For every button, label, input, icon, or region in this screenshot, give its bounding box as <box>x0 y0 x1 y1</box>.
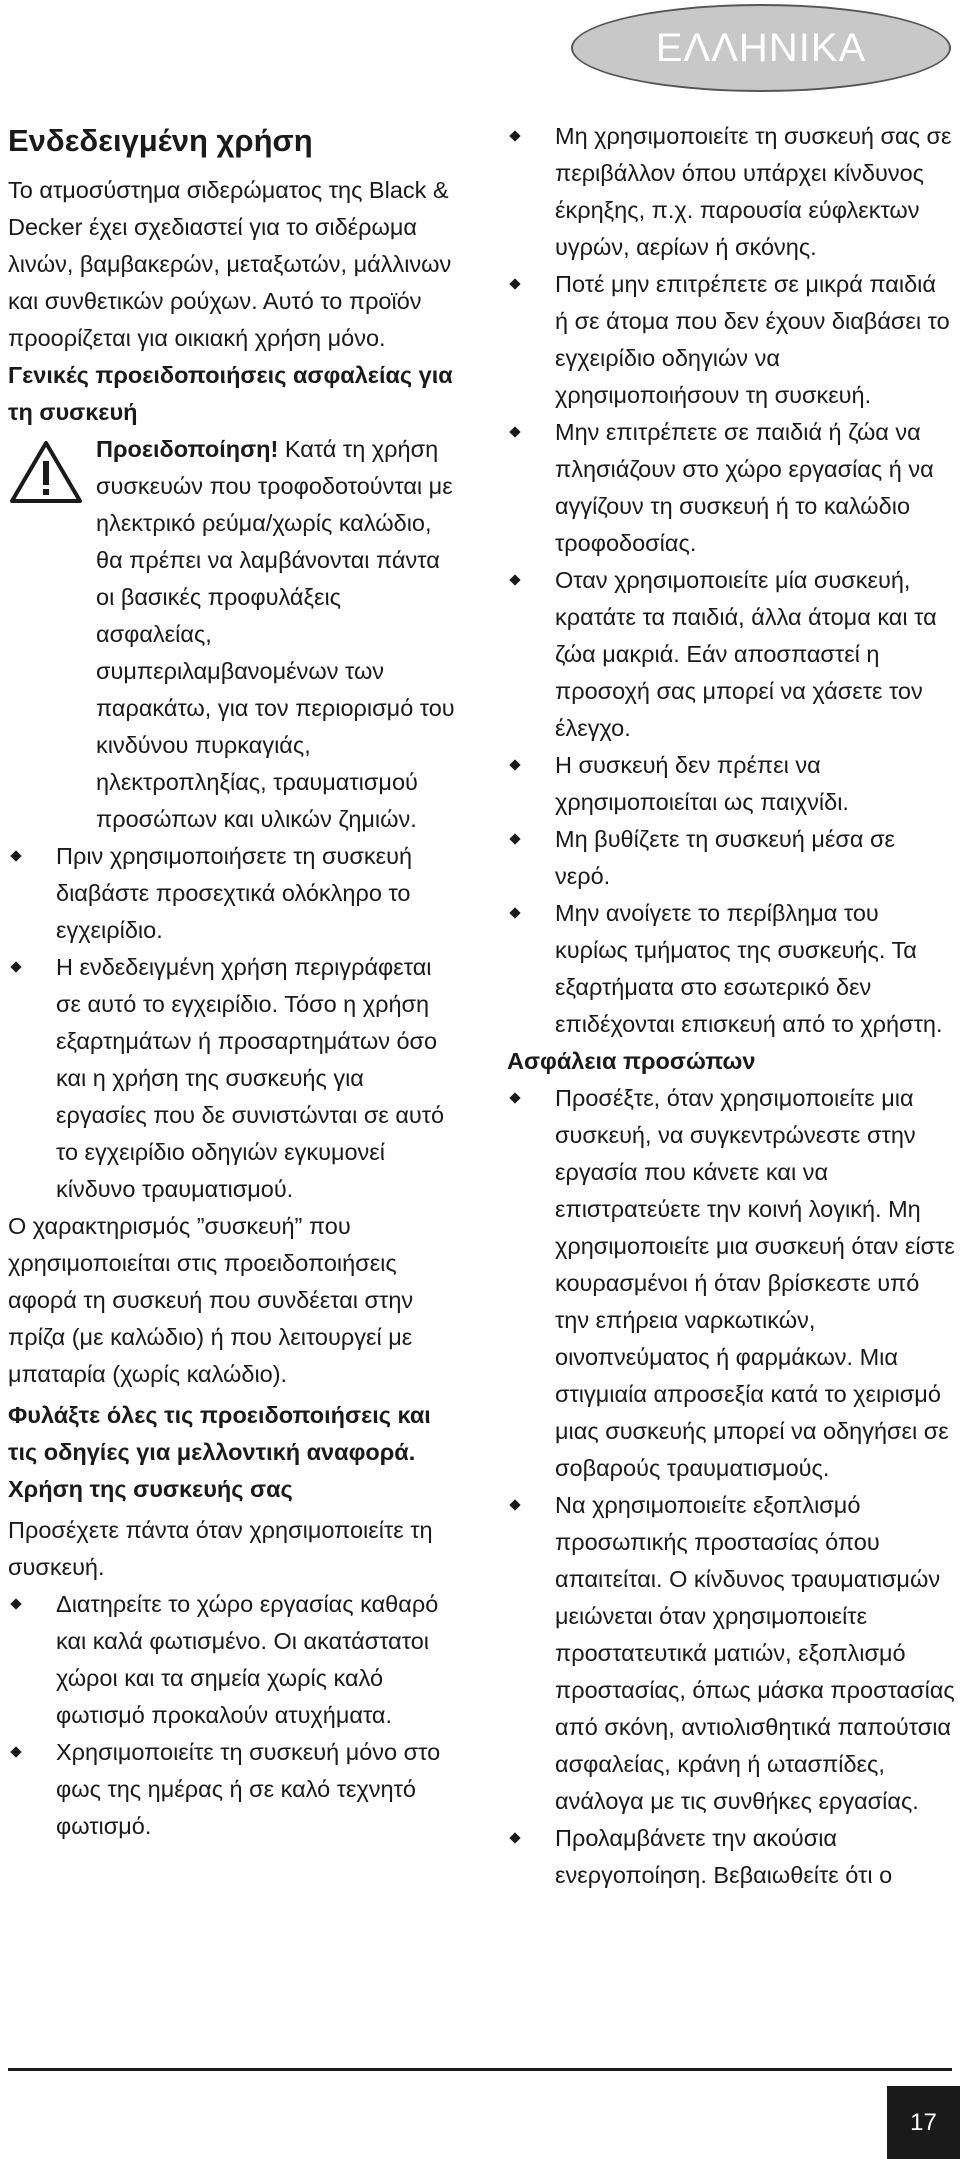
diamond-bullet-icon <box>10 961 21 972</box>
list-item: Προλαμβάνετε την ακούσια ενεργοποίηση. Βεβαιωθείτε ότι ο <box>507 1820 955 1894</box>
diamond-bullet-icon <box>10 1746 21 1757</box>
warning-text: Κατά τη χρήση συσκευών που τροφοδοτούνται με ηλεκτρικό ρεύμα/χωρίς καλώδιο, θα πρέπει να λαμβάνονται πάντα οι βασικές προφυλάξεις ασφαλείας, συμπεριλαμβανομένων των παρακάτω, για τον περιορισμό του κινδύνου πυρκαγιάς, ηλεκτροπληξίας, τραυματισμού προσώπων και υλικών ζημιών. <box>96 436 455 832</box>
list-item: Μη χρησιμοποιείτε τη συσκευή σας σε περιβάλλον όπου υπάρχει κίνδυνος έκρηξης, π.χ. παρουσία εύφλεκτων υγρών, αερίων ή σκόνης. <box>507 118 955 266</box>
list-item: Μην ανοίγετε το περίβλημα του κυρίως τμήματος της συσκευής. Τα εξαρτήματα στο εσωτερικό δεν επιδέχονται επισκευή από το χρήστη. <box>507 895 955 1043</box>
use-heading: Χρήση της συσκευής σας <box>8 1476 293 1502</box>
list-item: Να χρησιμοποιείτε εξοπλισμό προσωπικής προστασίας όπου απαιτείται. Ο κίνδυνος τραυματισμών μειώνεται όταν χρησιμοποιείτε προστατευτικά ματιών, εξοπλισμό προστασίας, όπως μάσκα προστασίας από σκόνη, αντιολισθητικά παπούτσια ασφαλείας, κράνη ή ωτασπίδες, ανάλογα με τις συνθήκες εργασίας. <box>507 1487 955 1820</box>
keep-instructions-note: Φυλάξτε όλες τις προειδοποιήσεις και τις οδηγίες για μελλοντική αναφορά. <box>8 1402 431 1465</box>
use-intro: Προσέχετε πάντα όταν χρησιμοποιείτε τη συσκευή. <box>8 1517 433 1580</box>
list-item: Μη βυθίζετε τη συσκευή μέσα σε νερό. <box>507 821 955 895</box>
section-title: Ενδεδειγμένη χρήση <box>8 123 313 158</box>
diamond-bullet-icon <box>10 1598 21 1609</box>
list-item: Χρησιμοποιείτε τη συσκευή μόνο στο φως της ημέρας ή σε καλό τεχνητό φωτισμό. <box>8 1734 456 1845</box>
personal-bullets <box>507 1080 955 1894</box>
general-bullets <box>8 838 456 1208</box>
list-item: Η ενδεδειγμένη χρήση περιγράφεται σε αυτό το εγχειρίδιο. Τόσο η χρήση εξαρτημάτων ή προσαρτημάτων όσο και η χρήση της συσκευής για εργασίες που δε συνιστώνται σε αυτό το εγχειρίδιο οδηγιών εγκυμονεί κίνδυνο τραυματισμού. <box>8 949 456 1208</box>
list-item: Οταν χρησιμοποιείτε μία συσκευή, κρατάτε τα παιδιά, άλλα άτομα και τα ζώα μακριά. Εάν αποσπαστεί η προσοχή σας μπορεί να χάσετε τον έλεγχο. <box>507 562 955 747</box>
list-item: Πριν χρησιμοποιήσετε τη συσκευή διαβάστε προσεχτικά ολόκληρο το εγχειρίδιο. <box>8 838 456 949</box>
warning-label: Προειδοποίηση! <box>96 436 279 462</box>
diamond-bullet-icon <box>509 1832 520 1843</box>
list-item: Ποτέ μην επιτρέπετε σε μικρά παιδιά ή σε άτομα που δεν έχουν διαβάσει το εγχειρίδιο οδηγιών να χρησιμοποιήσουν τη συσκευή. <box>507 266 955 414</box>
diamond-bullet-icon <box>509 426 520 437</box>
diamond-bullet-icon <box>10 850 21 861</box>
page-number: 17 <box>887 2086 960 2159</box>
diamond-bullet-icon <box>509 130 520 141</box>
general-safety-heading: Γενικές προειδοποιήσεις ασφαλείας για τη συσκευή <box>8 362 453 425</box>
diamond-bullet-icon <box>509 1499 520 1510</box>
diamond-bullet-icon <box>509 574 520 585</box>
list-item: Μην επιτρέπετε σε παιδιά ή ζώα να πλησιάζουν στο χώρο εργασίας ή να αγγίζουν τη συσκευή ή το καλώδιο τροφοδοσίας. <box>507 414 955 562</box>
list-item: Διατηρείτε το χώρο εργασίας καθαρό και καλά φωτισμένο. Οι ακατάστατοι χώροι και τα σημεία χωρίς καλό φωτισμό προκαλούν ατυχήματα. <box>8 1586 456 1734</box>
diamond-bullet-icon <box>509 833 520 844</box>
language-tab: ΕΛΛΗΝΙΚΑ <box>571 4 951 92</box>
personal-safety-heading: Ασφάλεια προσώπων <box>507 1048 756 1074</box>
left-column <box>8 118 456 1845</box>
use-bullets-continued <box>507 118 955 1043</box>
list-item: Προσέξτε, όταν χρησιμοποιείτε μια συσκευή, να συγκεντρώνεστε στην εργασία που κάνετε και να επιστρατεύετε την κοινή λογική. Μη χρησιμοποιείτε μια συσκευή όταν είστε κουρασμένοι ή όταν βρίσκεστε υπό την επήρεια ναρκωτικών, οινοπνεύματος ή φαρμάκων. Μια στιγμιαία απροσεξία κατά το χειρισμό μιας συσκευής μπορεί να οδηγήσει σε σοβαρούς τραυματισμούς. <box>507 1080 955 1487</box>
use-bullets <box>8 1586 456 1845</box>
diamond-bullet-icon <box>509 759 520 770</box>
definition-paragraph: Ο χαρακτηρισμός ”συσκευή” που χρησιμοποιείται στις προειδοποιήσεις αφορά τη συσκευή που συνδέεται στην πρίζα (με καλώδιο) ή που λειτουργεί με μπαταρία (χωρίς καλώδιο). <box>8 1213 414 1387</box>
diamond-bullet-icon <box>509 278 520 289</box>
right-column <box>507 118 955 1894</box>
list-item: Η συσκευή δεν πρέπει να χρησιμοποιείται ως παιχνίδι. <box>507 747 955 821</box>
diamond-bullet-icon <box>509 1092 520 1103</box>
warning-triangle-icon <box>8 439 84 505</box>
footer-rule <box>8 2068 952 2071</box>
intro-paragraph: Το ατμοσύστημα σιδερώματος της Black & Decker έχει σχεδιαστεί για το σιδέρωμα λινών, βαμβακερών, μεταξωτών, μάλλινων και συνθετικών ρούχων. Αυτό το προϊόν προορίζεται για οικιακή χρήση μόνο. <box>8 177 452 351</box>
warning-block <box>8 431 456 838</box>
diamond-bullet-icon <box>509 907 520 918</box>
